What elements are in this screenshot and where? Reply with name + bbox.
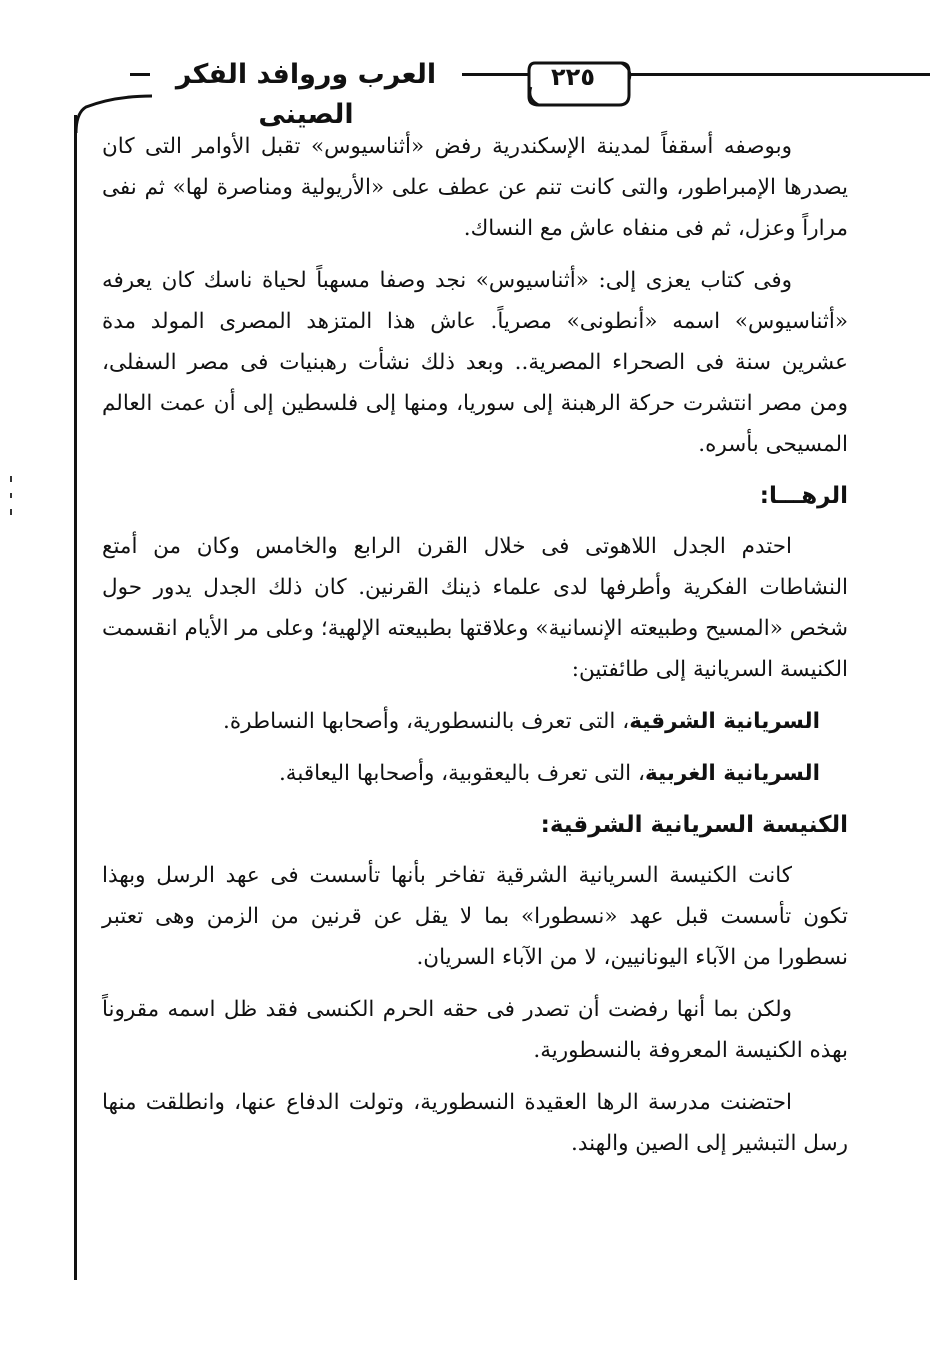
list-item-western-text: ، التى تعرف باليعقوبية، وأصحابها اليعاقبة. bbox=[278, 761, 645, 786]
list-item-eastern-term: السريانية الشرقية bbox=[629, 709, 820, 734]
paragraph-6: احتضنت مدرسة الرها العقيدة النسطورية، وتولت الدفاع عنها، وانطلقت منها رسل التبشير إلى الصين والهند. bbox=[102, 1090, 848, 1156]
frame-side-line bbox=[74, 115, 77, 1280]
paragraph-5: ولكن بما أنها رفضت أن تصدر فى حقه الحرم الكنسى فقد ظل اسمه مقروناً بهذه الكنيسة المعروفة بالنسطورية. bbox=[102, 997, 848, 1063]
page-number: ٢٢٥ bbox=[551, 63, 595, 91]
page-number-scroll bbox=[525, 55, 635, 113]
list-item-eastern bbox=[102, 701, 848, 742]
margin-mark-icon bbox=[6, 476, 16, 516]
list-item-eastern-text: ، التى تعرف بالنسطورية، وأصحابها النساطرة. bbox=[223, 709, 630, 734]
paragraph-3: احتدم الجدل اللاهوتى فى خلال القرن الرابع والخامس وكان من أمتع النشاطات الفكرية وأطرفها لدى علماء ذينك القرنين. كان ذلك الجدل يدور حول شخص «المسيح وطبيعته الإنسانية» وعلاقتها بطبيعته الإلهية؛ وعلى مر الأيام انقسمت الكنيسة السريانية إلى طائفتين: bbox=[102, 534, 848, 682]
list-item-western-term: السريانية الغربية bbox=[644, 761, 820, 786]
page-body bbox=[102, 126, 848, 1175]
paragraph-1: وبوصفه أسقفاً لمدينة الإسكندرية رفض «أثناسيوس» تقبل الأوامر التى كان يصدرها الإمبراطور، والتى كانت تنم عن عطف على «الأريولية ومناصرة لها» ثم نفى مراراً وعزل، ثم فى منفاه عاش مع النساك. bbox=[102, 134, 848, 241]
paragraph-2: وفى كتاب يعزى إلى: «أثناسيوس» نجد وصفا مسهباً لحياة ناسك كان يعرفه «أثناسيوس» اسمه «أنطونى» مصرياً. عاش هذا المتزهد المصرى المولد مدة عشرين سنة فى الصحراء المصرية.. وبعد ذلك نشأت رهبنيات فى مصر السفلى، ومن مصر انتشرت حركة الرهبنة إلى سوريا، ومنها إلى فلسطين إلى أن عمت العالم المسيحى بأسره. bbox=[102, 268, 848, 457]
section-heading-edessa: الرهـــا: bbox=[759, 483, 848, 509]
section-heading-eastern-church: الكنيسة السريانية الشرقية: bbox=[540, 812, 848, 838]
list-item-western bbox=[102, 753, 848, 794]
paragraph-4: كانت الكنيسة السريانية الشرقية تفاخر بأنها تأسست فى عهد الرسل وبهذا تكون تأسست قبل عهد «نسطورا» بما لا يقل عن قرنين من الزمن وهى تعتبر نسطورا من الآباء اليونانيين، لا من الآباء السريان. bbox=[102, 863, 848, 970]
running-title: العرب وروافد الفكر الصينى bbox=[150, 55, 462, 135]
